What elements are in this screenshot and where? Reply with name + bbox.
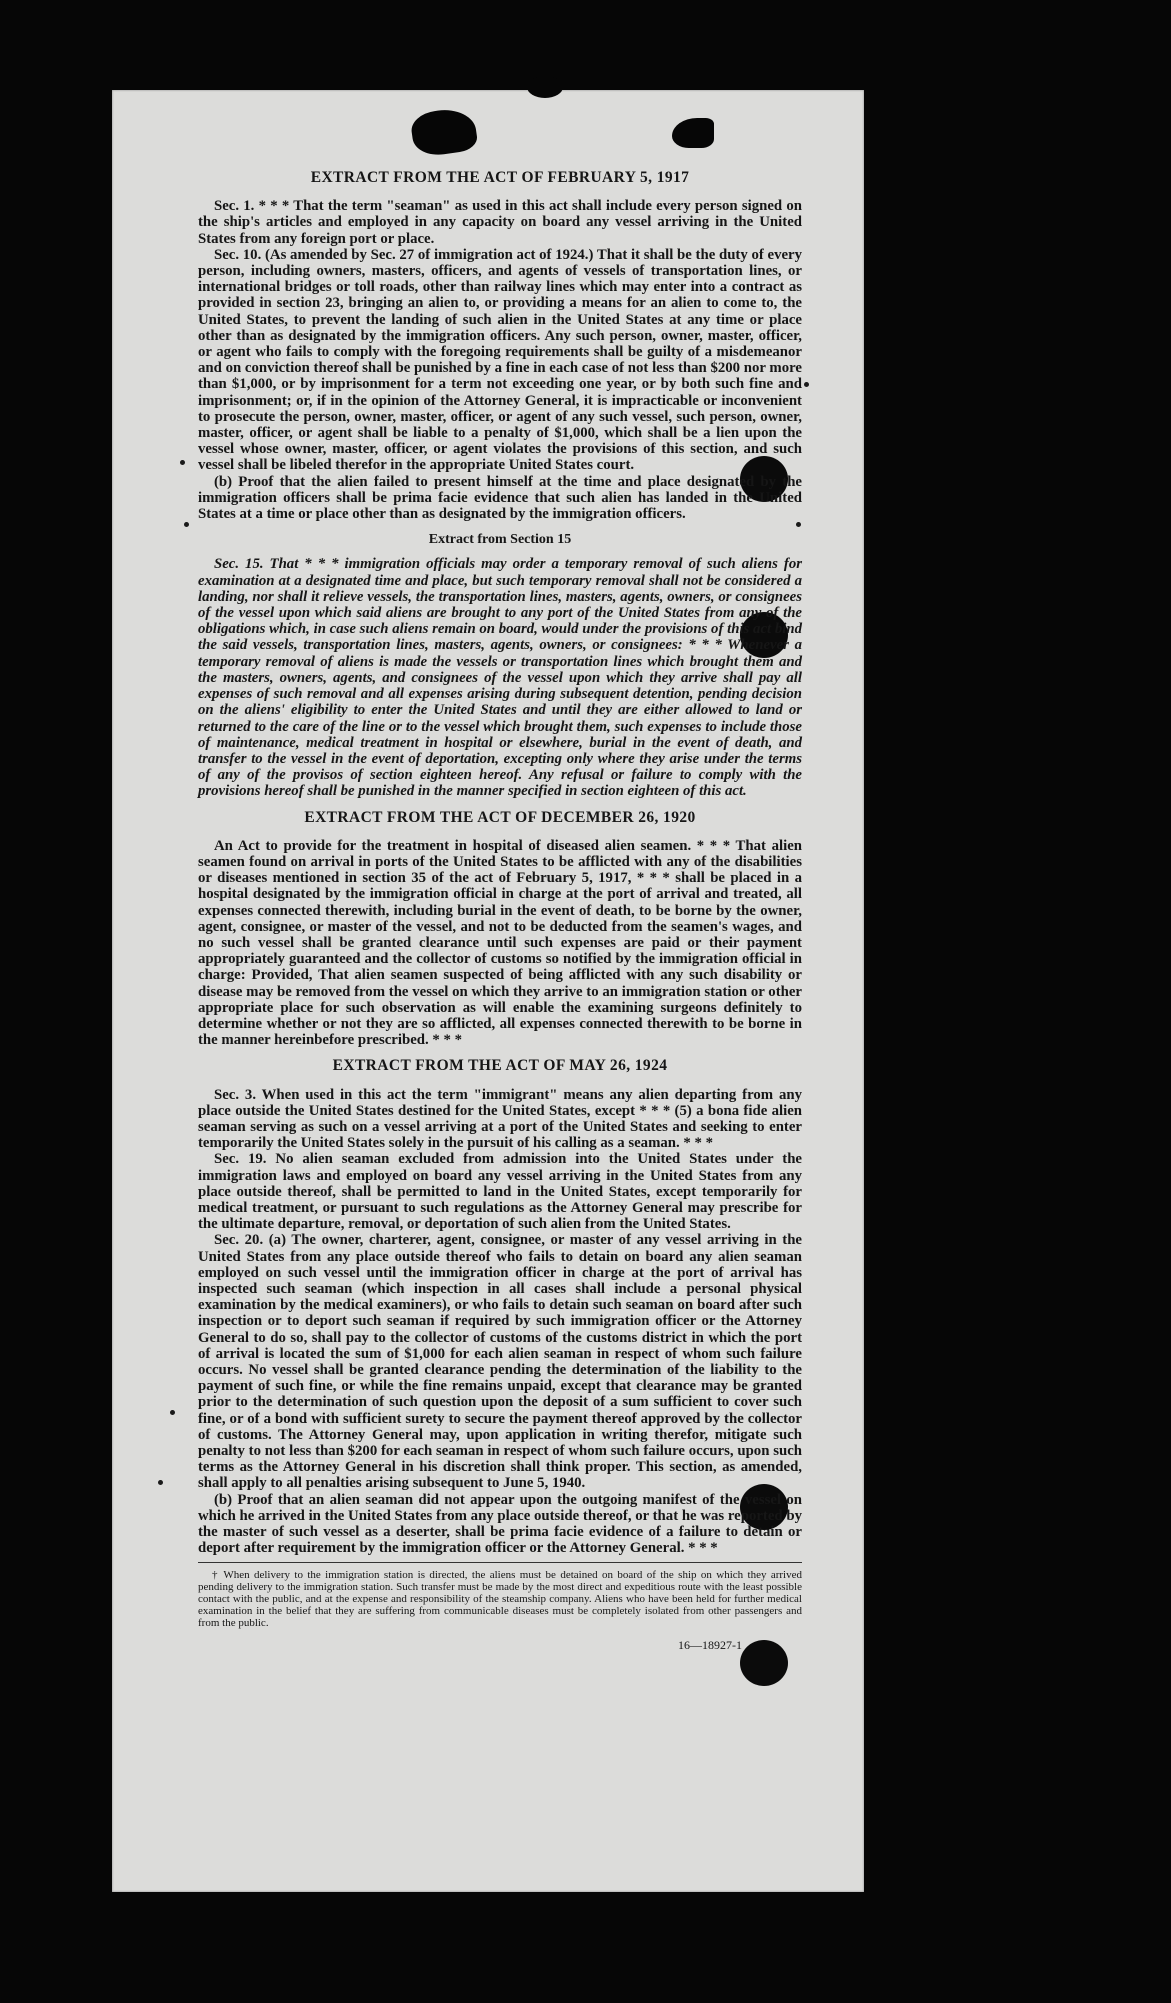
paragraph-sec-10: Sec. 10. (As amended by Sec. 27 of immigration act of 1924.) That it shall be the duty of every person, including owners, masters, officers, and agents of vessels of transportation lines, or international bridges or toll roads, other than railway lines which may enter into a contract as provided in section 23, bringing an alien to, or providing a means for an alien to come to, the United States, to prevent the landing of such alien in the United States at any time or place other than as designated by the immigration officers. Any such person, owner, master, officer, or agent who fails to comply with the foregoing requirements shall be guilty of a misdemeanor and on conviction thereof shall be punished by a fine in each case of not less than $200 nor more than $1,000, or by imprisonment for a term not exceeding one year, or by both such fine and imprisonment; or, if in the opinion of the Attorney General, it is impracticable or inconvenient to prosecute the person, owner, master, officer, or agent of any such vessel, such person, owner, master, officer, or agent shall be liable to a penalty of $1,000, which shall be a lien upon the vessel whose owner, master, officer, or agent violates the provisions of this section, and such vessel shall be libeled therefor in the appropriate United States court. [198,246,802,474]
speck [184,522,189,527]
footnote-divider [198,1562,802,1563]
paragraph-sec-19: Sec. 19. No alien seaman excluded from admission into the United States under the immigration laws and employed on board any vessel arriving in the United States from any place outside thereof, shall be permitted to land in the United States, except temporarily for medical treatment, or pursuant to such regulations as the Attorney General may prescribe for the ultimate departure, removal, or deportation of such alien from the United States. [198,1151,802,1233]
speck [804,382,809,387]
torn-edge [672,118,714,148]
heading-section-15: Extract from Section 15 [428,532,572,548]
document-text [198,170,802,1654]
speck [158,1480,163,1485]
torn-edge [409,106,479,158]
heading-act-1917: EXTRACT FROM THE ACT OF FEBRUARY 5, 1917 [310,169,690,186]
speck [180,460,185,465]
speck [170,1410,175,1415]
form-code: 16—18927-1 [678,1638,742,1653]
torn-edge [527,76,563,98]
paragraph-act-1920: An Act to provide for the treatment in hospital of diseased alien seamen. * * * That alien seamen found on arrival in ports of the United States to be afflicted with any of the disabilities or diseases mentioned in section 35 of the act of February 5, 1917, * * * shall be placed in a hospital designated by the immigration official in charge at the port of arrival and treated, all expenses connected therewith, including burial in the event of death, to be borne by the owner, agent, consignee, or master of the vessel, and not to be deducted from the seamen's wages, and no such vessel shall be granted clearance until such expenses are paid or their payment appropriately guaranteed and the collector of customs so notified by the immigration official in charge: Provided, That alien seamen suspected of being afflicted with any such disability or disease may be removed from the vessel on which they arrive to an immigration station or other appropriate place for such observation as will enable the examining surgeons definitely to determine whether or not they are so afflicted, all expenses connected therewith to be borne in the manner hereinbefore prescribed. * * * [198,837,802,1049]
paragraph-sec-3: Sec. 3. When used in this act the term "immigrant" means any alien departing from any place outside the United States destined for the United States, except * * * (5) a bona fide alien seaman serving as such on a vessel arriving at a port of the United States and seeking to enter temporarily the United States solely in the pursuit of his calling as a seaman. * * * [198,1086,802,1152]
paragraph-sec-10-b: (b) Proof that the alien failed to present himself at the time and place designated by the immigration officers shall be prima facie evidence that such alien has landed in the United States at a time or place other than as designated by the immigration officers. [198,473,802,523]
paragraph-sec-20-a: Sec. 20. (a) The owner, charterer, agent, consignee, or master of any vessel arriving in the United States from any place outside thereof who fails to detain on board any alien seaman employed on such vessel until the immigration officer in charge at the port of arrival has inspected such seaman (which inspection in all cases shall include a personal physical examination by the medical examiners), or who fails to detain such seaman on board after such inspection or to deport such seaman if required by such immigration officer or the Attorney General to do so, shall pay to the collector of customs of the customs district in which the port of arrival is located the sum of $1,000 for each alien seaman in respect of whom such failure occurs. No vessel shall be granted clearance pending the determination of the liability to the payment of such fine, or while the fine remains unpaid, except that clearance may be granted prior to the determination of such question upon the deposit of a sum sufficient to cover such fine, or of a bond with sufficient surety to secure the payment thereof approved by the collector of customs. The Attorney General may, upon application in writing therefor, mitigate such penalty to not less than $200 for each seaman in respect of whom such failure occurs, upon such terms as the Attorney General in his discretion shall think proper. This section, as amended, shall apply to all penalties arising subsequent to June 5, 1940. [198,1232,802,1492]
paragraph-sec-1: Sec. 1. * * * That the term "seaman" as used in this act shall include every person signed on the ship's articles and employed in any capacity on board any vessel arriving in the United States from any foreign port or place. [198,198,802,247]
heading-act-1920: EXTRACT FROM THE ACT OF DECEMBER 26, 1920 [304,808,696,826]
document-page [112,90,864,1892]
footnote: † When delivery to the immigration station is directed, the aliens must be detained on board of the ship on which they arrived pending delivery to the immigration station. Such transfer must be made by the most direct and expeditious route with the least possible contact with the public, and at the expense and responsibility of the steamship company. Aliens who have been held for further medical examination in the belief that they are suffering from communicable diseases must be completely isolated from other passengers and from the public. [198,1569,802,1630]
paragraph-sec-15: Sec. 15. That * * * immigration officials may order a temporary removal of such aliens for examination at a designated time and place, but such temporary removal shall not be considered a landing, nor shall it relieve vessels, the transportation lines, masters, agents, owners, or consignees of the vessel upon which said aliens are brought to any port of the United States from any of the obligations which, in case such aliens remain on board, would under the provisions of this act bind the said vessels, transportation lines, masters, agents, owners, or consignees: * * * Whenever a temporary removal of aliens is made the vessels or transportation lines which brought them and the masters, owners, agents, and consignees of the vessel upon which they arrive shall pay all expenses of such removal and all expenses arising during subsequent detention, pending decision on the aliens' eligibility to enter the United States and until they are either allowed to land or returned to the care of the line or to the vessel which brought them, such expenses to include those of maintenance, medical treatment in hospital or elsewhere, burial in the event of death, and transfer to the vessel in the event of deportation, excepting only where they arise under the terms of any of the provisos of section eighteen hereof. Any refusal or failure to comply with the provisions hereof shall be punished in the manner specified in section eighteen of this act. [198,556,802,800]
heading-act-1924: EXTRACT FROM THE ACT OF MAY 26, 1924 [332,1057,668,1075]
paragraph-sec-20-b: (b) Proof that an alien seaman did not appear upon the outgoing manifest of the vessel on which he arrived in the United States from any place outside thereof, or that he was reported by the master of such vessel as a deserter, shall be prima facie evidence of a failure to detain or deport after requirement by the immigration officer or the Attorney General. * * * [198,1491,802,1557]
